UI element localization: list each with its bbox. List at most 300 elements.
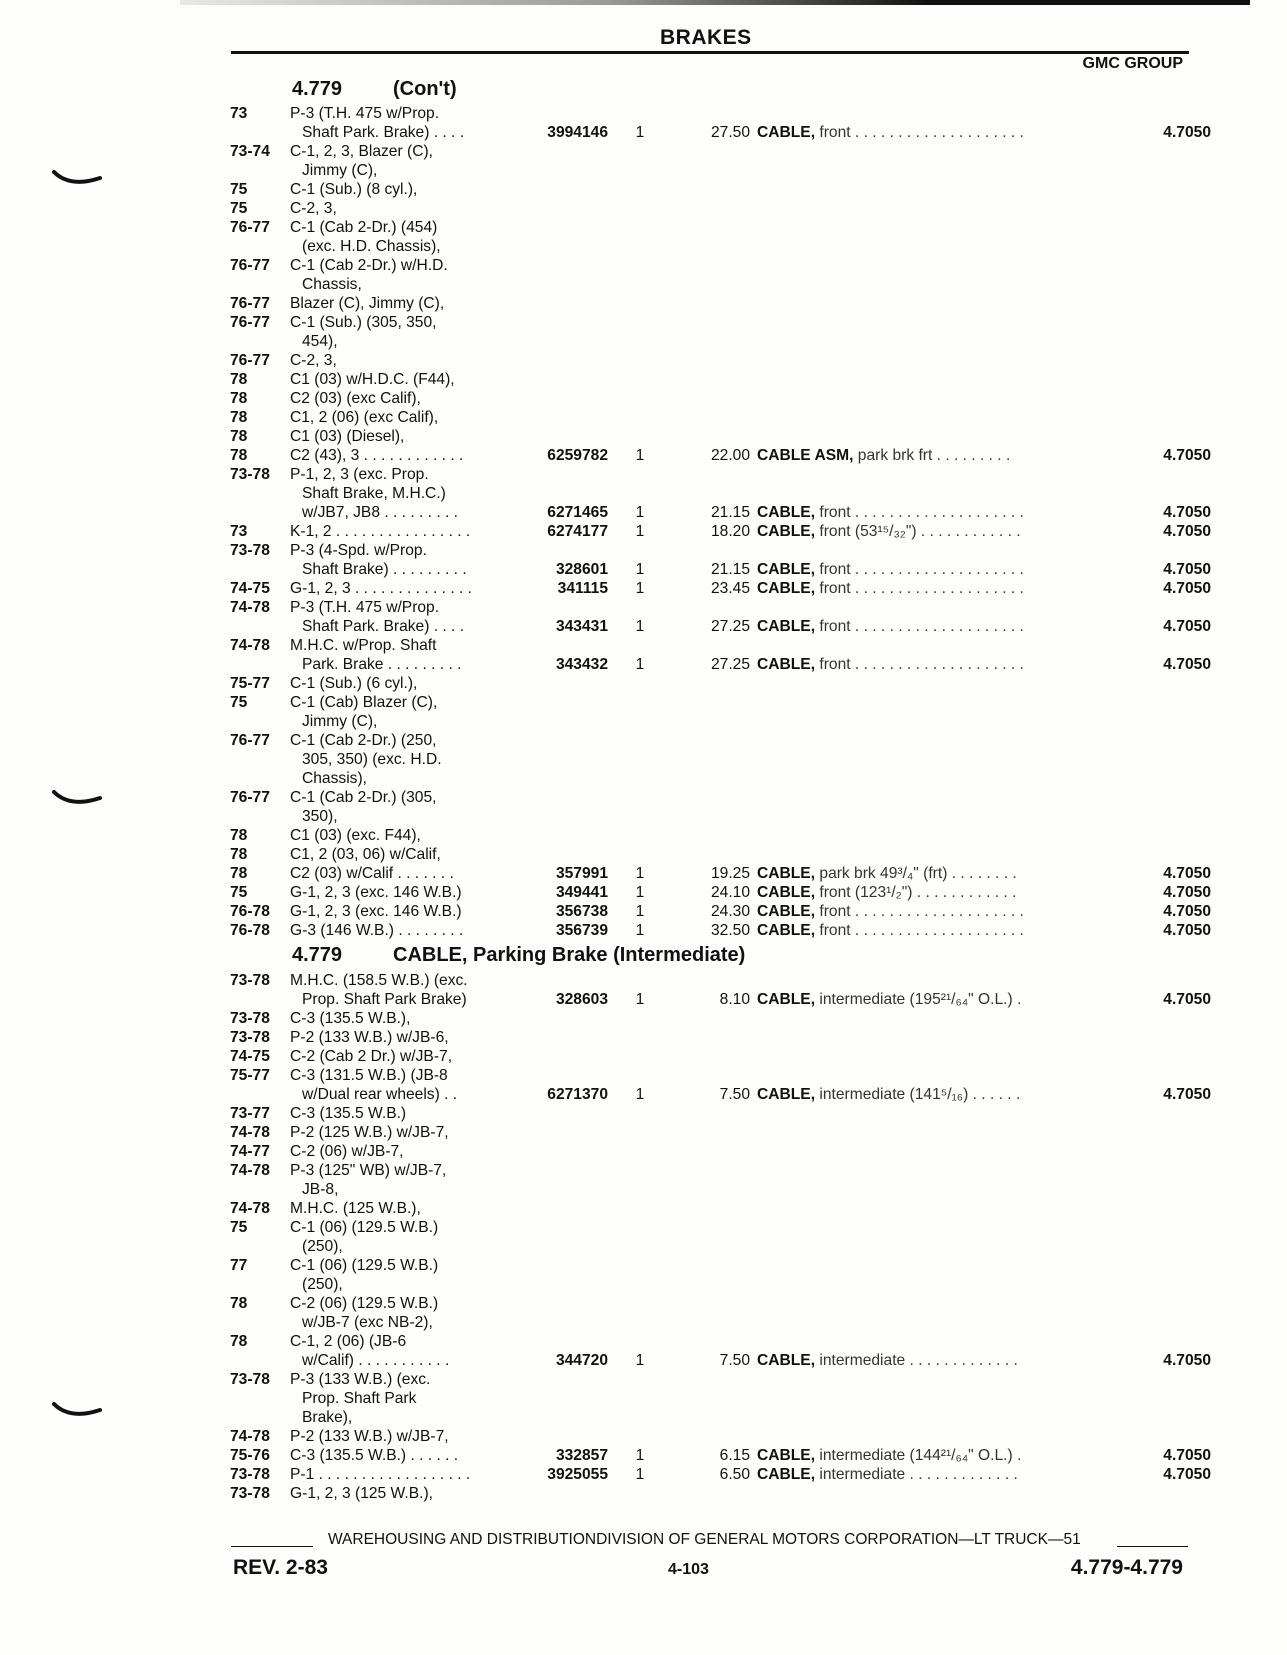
catalog-row <box>230 1009 1190 1028</box>
model-year: 73-78 <box>230 1466 270 1483</box>
price: 27.25 <box>710 656 750 673</box>
part-name: CABLE, <box>757 865 816 882</box>
catalog-row <box>230 598 1211 636</box>
application-line: G-1, 2, 3 (125 W.B.), <box>290 1485 433 1502</box>
model-year: 74-78 <box>230 599 270 616</box>
part-name: CABLE, <box>757 1086 816 1103</box>
part-name: CABLE, <box>757 922 816 939</box>
quantity: 1 <box>635 1352 645 1369</box>
part-name: CABLE, <box>757 903 816 920</box>
application-line: M.H.C. (125 W.B.), <box>290 1200 421 1217</box>
model-year: 76-77 <box>230 352 270 369</box>
catalog-row <box>230 883 1211 902</box>
catalog-row <box>230 180 1190 199</box>
quantity: 1 <box>635 618 645 635</box>
part-detail: front . . . . . . . . . . . . . . . . . . . . <box>819 124 1024 141</box>
application-line: C2 (43), 3 . . . . . . . . . . . . <box>290 447 464 464</box>
application-line: C1 (03) (exc. F44), <box>290 827 421 844</box>
catalog-row <box>230 465 1211 522</box>
footer-rule-left <box>231 1546 313 1547</box>
application <box>290 1047 505 1066</box>
application <box>290 971 505 1009</box>
application-line: C-3 (135.5 W.B.) . . . . . . <box>290 1447 459 1464</box>
model-year: 74-77 <box>230 1143 270 1160</box>
model-year: 78 <box>230 827 248 844</box>
price: 6.15 <box>719 1447 750 1464</box>
application-line: C-2 (06) w/JB-7, <box>290 1143 404 1160</box>
price: 24.10 <box>710 884 750 901</box>
part-name: CABLE, <box>757 991 816 1008</box>
application <box>290 522 505 541</box>
model-year: 76-77 <box>230 789 270 806</box>
application-line: M.H.C. (158.5 W.B.) (exc. <box>290 972 468 989</box>
application-line: Jimmy (C), <box>302 162 378 179</box>
part-detail: front (53¹⁵/₃₂") . . . . . . . . . . . . <box>819 523 1021 540</box>
catalog-row <box>230 1465 1211 1484</box>
model-year: 78 <box>230 409 248 426</box>
application <box>290 1142 505 1161</box>
section-title: (Con't) <box>393 78 457 100</box>
catalog-row <box>230 864 1211 883</box>
application <box>290 579 505 598</box>
model-year: 73-74 <box>230 143 270 160</box>
price: 8.10 <box>719 991 750 1008</box>
catalog-row <box>230 313 1190 351</box>
catalog-row <box>230 541 1211 579</box>
part-name: CABLE, <box>757 618 816 635</box>
application-line: K-1, 2 . . . . . . . . . . . . . . . . <box>290 523 471 540</box>
catalog-row <box>230 389 1190 408</box>
application-line: P-2 (133 W.B.) w/JB-6, <box>290 1029 449 1046</box>
part-detail: front . . . . . . . . . . . . . . . . . . . . <box>819 561 1024 578</box>
application-line: P-3 (133 W.B.) (exc. <box>290 1371 431 1388</box>
part-number: 6271370 <box>547 1086 608 1103</box>
application <box>290 142 505 180</box>
catalog-row <box>230 1199 1190 1218</box>
part-number: 328601 <box>555 561 608 578</box>
catalog-row <box>230 427 1190 446</box>
application <box>290 693 505 731</box>
part-number: 328603 <box>555 991 608 1008</box>
part-detail: front . . . . . . . . . . . . . . . . . . . . <box>819 903 1024 920</box>
price: 32.50 <box>710 922 750 939</box>
footer-section-range: 4.779-4.779 <box>1070 1556 1183 1579</box>
application <box>290 883 505 902</box>
price: 23.45 <box>710 580 750 597</box>
quantity: 1 <box>635 1466 645 1483</box>
application-line: P-3 (T.H. 475 w/Prop. <box>290 105 440 122</box>
catalog-row <box>230 1123 1190 1142</box>
application <box>290 104 505 142</box>
application-line: C2 (03) w/Calif . . . . . . . <box>290 865 454 882</box>
part-number: 356738 <box>555 903 608 920</box>
section-heading <box>230 76 1190 104</box>
binding-hole-mark <box>52 168 102 190</box>
binding-hole-mark <box>52 788 102 810</box>
application <box>290 864 505 883</box>
application-line: Prop. Shaft Park Brake) <box>302 991 467 1008</box>
catalog-row <box>230 370 1190 389</box>
application-line: C-2 (Cab 2 Dr.) w/JB-7, <box>290 1048 453 1065</box>
application <box>290 1028 505 1047</box>
part-detail: intermediate . . . . . . . . . . . . . <box>819 1352 1018 1369</box>
application-line: C1 (03) w/H.D.C. (F44), <box>290 371 455 388</box>
price: 6.50 <box>719 1466 750 1483</box>
quantity: 1 <box>635 1447 645 1464</box>
application-line: C-1 (Sub.) (305, 350, <box>290 314 437 331</box>
application-line: C-1 (Cab 2-Dr.) (454) <box>290 219 438 236</box>
application <box>290 674 505 693</box>
catalog-row <box>230 902 1211 921</box>
model-year: 75 <box>230 200 248 217</box>
application-line: P-1, 2, 3 (exc. Prop. <box>290 466 429 483</box>
application-line: C2 (03) (exc Calif), <box>290 390 421 407</box>
group-number: 4.7050 <box>1163 523 1211 540</box>
model-year: 74-75 <box>230 1048 270 1065</box>
application-line: P-3 (4-Spd. w/Prop. <box>290 542 427 559</box>
model-year: 78 <box>230 371 248 388</box>
model-year: 73-78 <box>230 1485 270 1502</box>
application <box>290 845 505 864</box>
application-line: P-2 (125 W.B.) w/JB-7, <box>290 1124 449 1141</box>
application <box>290 256 505 294</box>
catalog-row <box>230 199 1190 218</box>
part-name: CABLE, <box>757 580 816 597</box>
model-year: 76-78 <box>230 922 270 939</box>
model-year: 75 <box>230 181 248 198</box>
application-line: C-1, 2, 3, Blazer (C), <box>290 143 433 160</box>
application-line: C-1 (Cab 2-Dr.) (305, <box>290 789 437 806</box>
application-line: Brake), <box>302 1409 353 1426</box>
application <box>290 1370 505 1427</box>
model-year: 74-78 <box>230 637 270 654</box>
application-line: Shaft Park. Brake) . . . . <box>302 124 465 141</box>
footer-publisher: WAREHOUSING AND DISTRIBUTIONDIVISION OF GENERAL MOTORS CORPORATION—LT TRUCK—51 <box>328 1531 1081 1548</box>
part-detail: intermediate (141⁵/₁₆) . . . . . . <box>819 1086 1021 1103</box>
group-number: 4.7050 <box>1163 1086 1211 1103</box>
application-line: (250), <box>302 1238 343 1255</box>
application <box>290 180 505 199</box>
price: 19.25 <box>710 865 750 882</box>
footer-revision: REV. 2-83 <box>233 1556 328 1579</box>
catalog-row <box>230 1066 1211 1104</box>
model-year: 74-75 <box>230 580 270 597</box>
price: 7.50 <box>719 1086 750 1103</box>
model-year: 78 <box>230 846 248 863</box>
part-number: 349441 <box>555 884 608 901</box>
model-year: 78 <box>230 1333 248 1350</box>
group-number: 4.7050 <box>1163 903 1211 920</box>
part-detail: park brk 49³/₄" (frt) . . . . . . . . <box>819 865 1017 882</box>
application <box>290 294 505 313</box>
model-year: 78 <box>230 428 248 445</box>
model-year: 78 <box>230 390 248 407</box>
group-number: 4.7050 <box>1163 1352 1211 1369</box>
application-line: C-1 (06) (129.5 W.B.) <box>290 1219 439 1236</box>
model-year: 73 <box>230 105 248 122</box>
application-line: w/JB-7 (exc NB-2), <box>302 1314 433 1331</box>
application <box>290 1161 505 1199</box>
catalog-row <box>230 1427 1190 1446</box>
section-number: 4.779 <box>292 944 343 966</box>
catalog-row <box>230 1218 1190 1256</box>
application <box>290 199 505 218</box>
group-number: 4.7050 <box>1163 865 1211 882</box>
group-number: 4.7050 <box>1163 656 1211 673</box>
application <box>290 921 505 940</box>
price: 18.20 <box>710 523 750 540</box>
model-year: 77 <box>230 1257 248 1274</box>
part-name: CABLE, <box>757 523 816 540</box>
model-year: 78 <box>230 447 248 464</box>
quantity: 1 <box>635 580 645 597</box>
application <box>290 370 505 389</box>
catalog-row <box>230 1104 1190 1123</box>
application-line: Blazer (C), Jimmy (C), <box>290 295 445 312</box>
catalog-row <box>230 788 1190 826</box>
model-year: 74-78 <box>230 1124 270 1141</box>
model-year: 75-77 <box>230 1067 270 1084</box>
price: 27.50 <box>710 124 750 141</box>
model-year: 73 <box>230 523 248 540</box>
model-year: 74-78 <box>230 1428 270 1445</box>
application-line: C-1 (Sub.) (8 cyl.), <box>290 181 418 198</box>
catalog-row <box>230 693 1190 731</box>
part-name: CABLE ASM, <box>757 447 854 464</box>
catalog-row <box>230 142 1190 180</box>
application-line: C-1, 2 (06) (JB-6 <box>290 1333 407 1350</box>
group-number: 4.7050 <box>1163 447 1211 464</box>
catalog-row <box>230 522 1211 541</box>
group-number: 4.7050 <box>1163 561 1211 578</box>
part-name: CABLE, <box>757 1447 816 1464</box>
part-detail: park brk frt . . . . . . . . . <box>857 447 1011 464</box>
catalog-row <box>230 579 1211 598</box>
part-number: 343431 <box>555 618 608 635</box>
part-number: 6259782 <box>547 447 608 464</box>
group-number: 4.7050 <box>1163 504 1211 521</box>
part-detail: front . . . . . . . . . . . . . . . . . . . . <box>819 656 1024 673</box>
application <box>290 731 505 788</box>
page-top-edge <box>180 0 1250 5</box>
header-rule <box>231 51 1189 54</box>
application <box>290 389 505 408</box>
catalog-row <box>230 731 1190 788</box>
application <box>290 408 505 427</box>
group-number: 4.7050 <box>1163 922 1211 939</box>
application-line: JB-8, <box>302 1181 339 1198</box>
model-year: 75-76 <box>230 1447 270 1464</box>
footer-rule-right <box>1117 1546 1188 1547</box>
application-line: C-2, 3, <box>290 200 337 217</box>
application-line: C-1 (Cab) Blazer (C), <box>290 694 438 711</box>
application <box>290 1427 505 1446</box>
quantity: 1 <box>635 124 645 141</box>
quantity: 1 <box>635 447 645 464</box>
application <box>290 1484 505 1503</box>
part-number: 6271465 <box>547 504 608 521</box>
part-number: 344720 <box>555 1352 608 1369</box>
model-year: 76-77 <box>230 257 270 274</box>
application-line: w/Calif) . . . . . . . . . . . <box>302 1352 450 1369</box>
group-number: 4.7050 <box>1163 1466 1211 1483</box>
quantity: 1 <box>635 656 645 673</box>
quantity: 1 <box>635 865 645 882</box>
application <box>290 1199 505 1218</box>
application-line: C-2, 3, <box>290 352 337 369</box>
catalog-row <box>230 1256 1190 1294</box>
model-year: 73-78 <box>230 1010 270 1027</box>
model-year: 73-78 <box>230 466 270 483</box>
price: 24.30 <box>710 903 750 920</box>
catalog-row <box>230 294 1190 313</box>
catalog-row <box>230 1484 1190 1503</box>
application <box>290 1009 505 1028</box>
model-year: 73-78 <box>230 542 270 559</box>
catalog-row <box>230 674 1190 693</box>
page-title: BRAKES <box>660 26 752 49</box>
catalog-row <box>230 256 1190 294</box>
application-line: C-1 (Cab 2-Dr.) w/H.D. <box>290 257 448 274</box>
quantity: 1 <box>635 523 645 540</box>
group-number: 4.7050 <box>1163 580 1211 597</box>
quantity: 1 <box>635 504 645 521</box>
part-number: 343432 <box>555 656 608 673</box>
model-year: 76-77 <box>230 732 270 749</box>
quantity: 1 <box>635 903 645 920</box>
application-line: C-1 (Sub.) (6 cyl.), <box>290 675 418 692</box>
application <box>290 465 505 522</box>
group-number: 4.7050 <box>1163 618 1211 635</box>
catalog-row <box>230 845 1190 864</box>
application <box>290 1218 505 1256</box>
part-name: CABLE, <box>757 561 816 578</box>
model-year: 78 <box>230 1295 248 1312</box>
part-name: CABLE, <box>757 1352 816 1369</box>
model-year: 75 <box>230 694 248 711</box>
parts-catalog <box>230 76 1211 1503</box>
price: 22.00 <box>710 447 750 464</box>
part-name: CABLE, <box>757 1466 816 1483</box>
catalog-row <box>230 1028 1190 1047</box>
model-year: 75 <box>230 1219 248 1236</box>
model-year: 75-77 <box>230 675 270 692</box>
catalog-row <box>230 351 1190 370</box>
application <box>290 218 505 256</box>
part-number: 332857 <box>555 1447 608 1464</box>
model-year: 73-78 <box>230 1029 270 1046</box>
part-number: 357991 <box>555 865 608 882</box>
catalog-row <box>230 921 1211 940</box>
application-line: Chassis, <box>302 276 362 293</box>
catalog-row <box>230 1446 1211 1465</box>
application-line: 305, 350) (exc. H.D. <box>302 751 442 768</box>
part-number: 6274177 <box>547 523 608 540</box>
part-name: CABLE, <box>757 656 816 673</box>
application-line: 350), <box>302 808 338 825</box>
application-line: w/Dual rear wheels) . . <box>302 1086 458 1103</box>
group-number: 4.7050 <box>1163 124 1211 141</box>
application-line: G-1, 2, 3 . . . . . . . . . . . . . . <box>290 580 472 597</box>
section-heading <box>230 942 1190 971</box>
application-line: (250), <box>302 1276 343 1293</box>
application-line: Park. Brake . . . . . . . . . <box>302 656 462 673</box>
part-detail: front . . . . . . . . . . . . . . . . . . . . <box>819 580 1024 597</box>
application <box>290 1465 505 1484</box>
application <box>290 598 505 636</box>
application-line: C-3 (131.5 W.B.) (JB-8 <box>290 1067 448 1084</box>
application-line: C1, 2 (03, 06) w/Calif, <box>290 846 441 863</box>
application-line: Prop. Shaft Park <box>302 1390 417 1407</box>
price: 21.15 <box>710 504 750 521</box>
footer-page-number: 4-103 <box>668 1561 709 1578</box>
group-number: 4.7050 <box>1163 1447 1211 1464</box>
group-number: 4.7050 <box>1163 991 1211 1008</box>
application <box>290 636 505 674</box>
part-name: CABLE, <box>757 124 816 141</box>
application-line: C-1 (Cab 2-Dr.) (250, <box>290 732 437 749</box>
application-line: C-1 (06) (129.5 W.B.) <box>290 1257 439 1274</box>
model-year: 73-78 <box>230 1371 270 1388</box>
model-year: 76-77 <box>230 314 270 331</box>
application <box>290 1294 505 1332</box>
price: 7.50 <box>719 1352 750 1369</box>
part-detail: front . . . . . . . . . . . . . . . . . . . . <box>819 922 1024 939</box>
part-detail: front (123¹/₂") . . . . . . . . . . . . <box>819 884 1017 901</box>
quantity: 1 <box>635 922 645 939</box>
catalog-row <box>230 1370 1190 1427</box>
application <box>290 446 505 465</box>
catalog-row <box>230 218 1190 256</box>
application-line: P-3 (125" WB) w/JB-7, <box>290 1162 447 1179</box>
part-number: 356739 <box>555 922 608 939</box>
part-detail: intermediate (144²¹/₆₄" O.L.) . <box>819 1447 1022 1464</box>
quantity: 1 <box>635 991 645 1008</box>
catalog-row <box>230 1161 1190 1199</box>
price: 21.15 <box>710 561 750 578</box>
group-label: GMC GROUP <box>1082 55 1183 72</box>
part-number: 3994146 <box>547 124 608 141</box>
model-year: 74-78 <box>230 1162 270 1179</box>
application <box>290 351 505 370</box>
catalog-row <box>230 1332 1211 1370</box>
catalog-row <box>230 104 1211 142</box>
part-name: CABLE, <box>757 504 816 521</box>
application <box>290 1123 505 1142</box>
catalog-row <box>230 826 1190 845</box>
binding-hole-mark <box>52 1400 102 1422</box>
part-detail: front . . . . . . . . . . . . . . . . . . . . <box>819 618 1024 635</box>
application-line: P-1 . . . . . . . . . . . . . . . . . . <box>290 1466 471 1483</box>
application-line: C1 (03) (Diesel), <box>290 428 405 445</box>
application-line: Shaft Park. Brake) . . . . <box>302 618 465 635</box>
part-detail: front . . . . . . . . . . . . . . . . . . . . <box>819 504 1024 521</box>
group-number: 4.7050 <box>1163 884 1211 901</box>
application <box>290 313 505 351</box>
part-number: 341115 <box>557 580 608 597</box>
application-line: w/JB7, JB8 . . . . . . . . . <box>302 504 458 521</box>
application-line: Jimmy (C), <box>302 713 378 730</box>
catalog-row <box>230 1294 1190 1332</box>
application-line: 454), <box>302 333 338 350</box>
model-year: 76-77 <box>230 295 270 312</box>
application-line: G-1, 2, 3 (exc. 146 W.B.) <box>290 903 462 920</box>
application-line: P-3 (T.H. 475 w/Prop. <box>290 599 440 616</box>
application-line: G-1, 2, 3 (exc. 146 W.B.) <box>290 884 462 901</box>
model-year: 76-77 <box>230 219 270 236</box>
catalog-row <box>230 1047 1190 1066</box>
application <box>290 1332 505 1370</box>
